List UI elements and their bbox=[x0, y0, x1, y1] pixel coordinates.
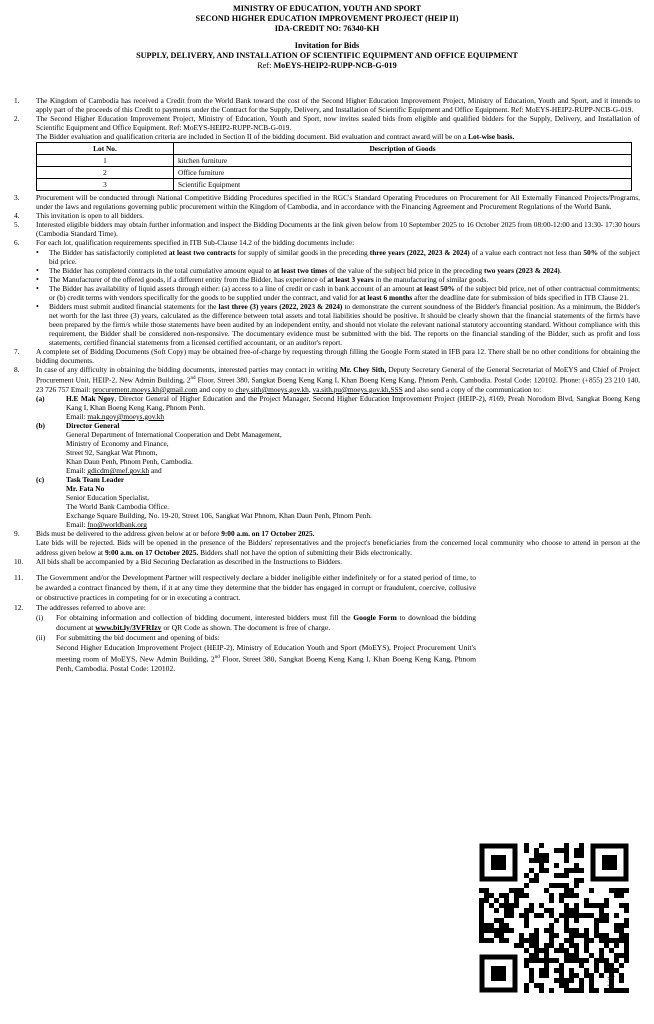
address-ii: (ii) For submitting the bid document and opening of bids: Second Higher Education Improvement Project (HEIP-2), Ministry of Education Youth and Sport (MoEYS), Project Procurement Unit's meeting room of MoEYS, New Admin Building, 2nd Floor, Street 380, Sangkat Boeng Keng Kang I, Khan Boeng Keng Kang, Phnom Penh, Cambodia. Postal Code: 120102. bbox=[36, 632, 476, 674]
paragraph-4: 4. This invitation is open to all bidders. bbox=[14, 211, 144, 221]
paragraph-1: 1. The Kingdom of Cambodia has received a Credit from the World Bank toward the cost of the Second Higher Education Improvement Project, Ministry of Education, Youth and Sport, and it intends to apply part of the proceeds of this Credit to payments under the Contract for the Supply, Delivery, and Installation of Scientific Equipment and Office Equipment. Ref: MoEYS-HEIP2-RUPP-NCB-G-019. bbox=[14, 96, 640, 115]
paragraph-10: 10. All bids shall be accompanied by a Bid Securing Declaration as described in the Instructions to Bidders. bbox=[14, 556, 343, 566]
lots-table bbox=[36, 142, 632, 191]
paragraph-5: 5. Interested eligible bidders may obtain further information and inspect the Bidding Documents at the link given below from 10 September 2025 to 16 October 2025 from 08:00-12:00 and 13:30- 17:30 hours (Cambodia Standard Time). bbox=[14, 220, 640, 239]
ifb-ref: Ref: MoEYS-HEIP2-RUPP-NCB-G-019 bbox=[257, 61, 397, 70]
contact-a: (a) H.E Mak Ngoy, Director General of Higher Education and the Project Manager, Second Higher Education Improvement Project (HEIP-2), #169, Preah Norodom Blvd, Sangkat Boeng Keng Kang I, Khan Boeng Keng Kang, Phnom Penh. Email: mak.ngoy@moeys.gov.kh bbox=[36, 393, 641, 421]
header-ministry: MINISTRY OF EDUCATION, YOUTH AND SPORT bbox=[232, 4, 422, 13]
qr-code-icon[interactable] bbox=[479, 843, 629, 993]
paragraph-3: 3. Procurement will be conducted through National Competitive Bidding Procedures specified in the RGC's Standard Operating Procedures on Procurement for All Externally Financed Projects/Programs, under the laws and regulations governing public procurement within the Kingdom of Cambodia, and in accordance with the Financing Agreement and Procurement Regulations of the World Bank. bbox=[14, 193, 640, 212]
table-row: 2 Office furniture bbox=[37, 167, 632, 179]
bullet-item: • The Bidder has satisfactorily completed at least two contracts for supply of similar goods in the preceding three years (2022, 2023 & 2024) of a value each contract not less than 50% of the subject bid price. bbox=[36, 248, 640, 266]
col-lot-no: Lot No. bbox=[37, 143, 174, 155]
email-link[interactable]: procurement.moeys.kh@gmail.com bbox=[92, 384, 198, 394]
header-credit: IDA-CREDIT NO: 76340-KH bbox=[274, 24, 380, 33]
contact-c: (c) Task Team Leader Mr. Fata No Senior Education Specialist, The World Bank Cambodia Office. Exchange Square Building, No. 19-20, Street 106, Sangkat Wat Phnom, Khan Daun Penh, Phnom Penh. Email: fno@worldbank.org bbox=[36, 475, 372, 530]
email-link[interactable]: gdicdm@mef.gov.kh bbox=[87, 466, 150, 476]
paragraph-11: 11. The Government and/or the Development Partner will respectively declare a bidder ineligible either indefinitely or for a stated period of time, to be awarded a contract financed by them, if it at any time they determine that the bidder has engaged in corrupt or fraudulent, coercive, collusive or obstructive practices in competing for or in executing a contract. bbox=[14, 572, 476, 602]
email-link[interactable]: chey.sith@moeys.gov.kh bbox=[235, 384, 309, 394]
ifb-subject: SUPPLY, DELIVERY, AND INSTALLATION OF SCIENTIFIC EQUIPMENT AND OFFICE EQUIPMENT bbox=[136, 51, 518, 60]
title-block bbox=[0, 41, 654, 71]
bullet-item: • The Bidder has completed contracts in the total cumulative amount equal to at least two times of the value of the subject bid price in the preceding two years (2023 & 2024). bbox=[36, 266, 640, 275]
paragraph-8: 8. In case of any difficulty in obtaining the bidding documents, interested parties may contact in writing Mr. Chey Sith, Deputy Secretary General of the General Secretariat of MoEYS and Chief of Project Procurement Unit, HEIP-2, New Admin Building, 2nd Floor, Street 380, Sangkat Boeng Keng Kang I, Khan Boeng Keng Kang, Phnom Penh, Cambodia. Postal Code: 120102. Phone: (+855) 23 210 140, 23 726 757 Email: procurement.moeys.kh@gmail.com and copy to chey.sith@moeys.gov.kh, va.sith.pu@moeys.gov.kh,SSS and also send a copy of the communication to: bbox=[14, 365, 640, 394]
email-link[interactable]: mak.ngoy@moeys.gov.kh bbox=[87, 411, 165, 421]
qr-caption: bitly bbox=[608, 973, 615, 986]
table-row: 1 kitchen furniture bbox=[37, 155, 632, 167]
table-row: 3 Scientific Equipment bbox=[37, 179, 632, 191]
google-form-link[interactable]: www.bit.ly/3VFRIzv bbox=[95, 622, 162, 632]
paragraph-9: 9. Bids must be delivered to the address given below at or before 9:00 a.m. on 17 October 2025. Late bids will be rejected. Bids will be opened in the presence of the Bidders' representatives and the project's beneficiaries from the concerned local community who choose to attend in person at the address given below at 9:00 a.m. on 17 October 2025. Bidders shall not have the option of submitting their Bids electronically. bbox=[14, 529, 640, 557]
bullet-item: • The Manufacturer of the offered goods, if a different entity from the Bidder, has experience of at least 3 years in the manufacturing of similar goods. bbox=[36, 275, 640, 284]
paragraph-12: 12. The addresses referred to above are: bbox=[14, 602, 146, 612]
email-link[interactable]: fno@worldbank.org bbox=[87, 520, 147, 530]
col-description: Description of Goods bbox=[174, 143, 632, 155]
ifb-title: Invitation for Bids bbox=[294, 41, 360, 50]
email-link[interactable]: va.sith.pu@moeys.gov.kh,SSS bbox=[312, 384, 403, 394]
bullet-item: • Bidders must submit audited financial statements for the last three (3) years (2022, 2023 & 2024) to demonstrate the current soundness of the Bidder's financial position. As a minimum, the Bidder's net worth for the last three (3) years, calculated as the difference between total assets and total liabilities should be positive. It should be clearly shown that the financial statements of the firm/s have been prepared by the firm/s while those statements have been audited by an independent entity, and should not violate the relevant national statutory accounting standard. Without compliance with this requirement, the Bidder shall be considered non-responsive. The documentary evidence must be submitted with the bid. The reports on the financial standing of the Bidder, such as profit and loss statements, certified financial statements from a licensed certified accountant, or an auditor's report. bbox=[36, 302, 640, 347]
table-header-row bbox=[37, 143, 632, 155]
lower-section bbox=[14, 573, 476, 675]
paragraph-6: 6. For each lot, qualification requirements specified in ITB Sub-Clause 14.2 of the bidding documents include: bbox=[14, 238, 355, 248]
address-i: (i) For obtaining information and collection of bidding document, interested bidders must fill the Google Form to download the bidding document at www.bit.ly/3VFRIzv or QR Code as shown. The document is free of charge. bbox=[36, 612, 476, 632]
header-project: SECOND HIGHER EDUCATION IMPROVEMENT PROJECT (HEIP II) bbox=[195, 14, 459, 23]
paragraph-7: 7. A complete set of Bidding Documents (Soft Copy) may be obtained free-of-charge by requesting through filling the Google Form stated in IFB para 12. There shall be no other conditions for obtaining the bidding documents. bbox=[14, 347, 640, 366]
contact-b: (b) Director General General Department of International Cooperation and Debt Management, Ministry of Economy and Finance, Street 92, Sangkat Wat Phnom, Khan Daun Penh, Phnom Penh, Cambodia. Email: gdicdm@mef.gov.kh and bbox=[36, 420, 282, 476]
paragraph-2: 2. The Second Higher Education Improvement Project, Ministry of Education, Youth and Sport, now invites sealed bids from eligible and qualified bidders for the Supply, Delivery, and Installation of Scientific Equipment and Office Equipment. Ref: MoEYS-HEIP2-RUPP-NCB-G-019. bbox=[14, 114, 640, 133]
document-body bbox=[14, 96, 640, 674]
bullet-item: • The Bidder has availability of liquid assets through either: (a) access to a line of credit or cash in bank account of an amount at least 50% of the subject bid price, net of other contractual commitments; or (b) credit terms with vendors specifically for the goods to be supplied under the contract, and valid for at least 6 months after the deadline date for submission of bids specified in ITB Clause 21. bbox=[36, 284, 640, 302]
paragraph-2b: The Bidder evaluation and qualification criteria are included in Section II of the bidding document. Bid evaluation and contract award will be on a Lot-wise basis. bbox=[36, 132, 515, 142]
